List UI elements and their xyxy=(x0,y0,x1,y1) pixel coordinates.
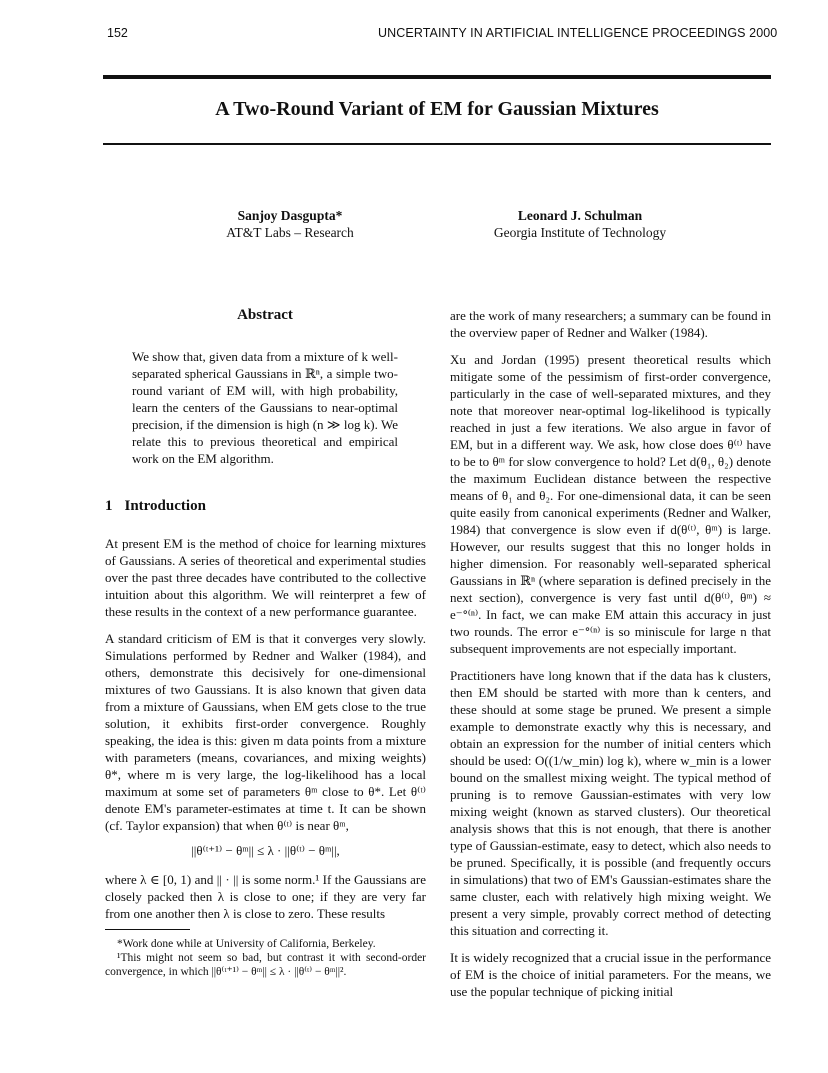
body-paragraph: At present EM is the method of choice for learning mixtures of Gaussians. A series of theoretical and experimental studies over the past three decades have contributed to the collective intuition about this algorithm. We will reinterpret a few of these results in the context of a new performance guarantee. xyxy=(105,536,426,619)
footnote: *Work done while at University of California, Berkeley. xyxy=(117,938,376,950)
right-column-body xyxy=(450,307,771,1010)
section-number: 1 xyxy=(105,498,113,514)
running-header: UNCERTAINTY IN ARTIFICIAL INTELLIGENCE PROCEEDINGS 2000 xyxy=(378,26,778,40)
page-number: 152 xyxy=(107,26,128,40)
author-block-1 xyxy=(190,207,390,241)
title-bottom-rule xyxy=(103,143,771,145)
body-paragraph: A standard criticism of EM is that it converges very slowly. Simulations performed by Redner and Walker (1984), and others, demonstrate this decisively for one-dimensional mixtures of two Gaussians. It is also known that given data from a mixture of Gaussians, when EM gets close to the true solution, it exhibits first-order convergence. Roughly speaking, the idea is this: given m data points from a mixture with parameters (means, covariances, and mixing weights) θ*, where m is very large, the log-likelihood has a local maximum at some set of parameters θᵐ close to θ*. Let θ⁽ᵗ⁾ denote EM's parameter-estimates at time t. It can be shown (cf. Taylor expansion) that when θ⁽ᵗ⁾ is near θᵐ, xyxy=(105,631,426,833)
footnote: ¹This might not seem so bad, but contrast it with second-order convergence, in which ||θ⁽ᵗ⁺¹⁾ − θᵐ|| ≤ λ · ||θ⁽ᵗ⁾ − θᵐ||². xyxy=(105,952,426,978)
title-top-rule xyxy=(103,75,771,79)
footnotes xyxy=(105,937,426,979)
abstract-paragraph: We show that, given data from a mixture of k well-separated spherical Gaussians in ℝⁿ, a simple two-round variant of EM will, with high probability, learn the centers of the Gaussians to near-optimal precision, if the dimension is high (n ≫ log k). We relate this to previous theoretical and empirical work on the EM algorithm. xyxy=(132,349,398,466)
author-name: Sanjoy Dasgupta* xyxy=(237,208,343,223)
body-paragraph: are the work of many researchers; a summary can be found in the overview paper of Redner and Walker (1984). xyxy=(450,308,771,340)
body-paragraph: Practitioners have long known that if the data has k clusters, then EM should be started with more than k centers, and these should at some stage be pruned. We present a simple example to demonstrate exactly why this is necessary, and obtain an expression for the number of initial centers which should be used: O((1/w_min) log k), where w_min is a lower bound on the smallest mixing weight. The typical method of pruning is to remove Gaussian-estimates with very low mixing weight (known as starved clusters). Our theoretical analysis shows that this is not enough, that there is another type of Gaussian-estimate, easy to detect, which also needs to be pruned. Specifically, it is possible (and frequently occurs in simulations) that two of EM's Gaussian-estimates share the same cluster, each with relatively high mixing weight. We present a very simple, provably correct method of detecting this situation and correcting it. xyxy=(450,668,771,938)
footnote-rule xyxy=(105,929,190,930)
author-affiliation: Georgia Institute of Technology xyxy=(493,225,667,240)
body-paragraph: where λ ∈ [0, 1) and || · || is some norm.¹ If the Gaussians are closely packed then λ is close to one; if they are very far from one another then λ is close to zero. These results xyxy=(105,872,426,921)
left-column-body xyxy=(105,535,426,932)
display-equation: ||θ⁽ᵗ⁺¹⁾ − θᵐ|| ≤ λ · ||θ⁽ᵗ⁾ − θᵐ||, xyxy=(191,843,340,858)
body-paragraph: It is widely recognized that a crucial issue in the performance of EM is the choice of initial parameters. For the means, we use the popular technique of picking initial xyxy=(450,950,771,999)
author-name: Leonard J. Schulman xyxy=(517,208,643,223)
abstract-heading: Abstract xyxy=(237,307,293,323)
abstract-text xyxy=(132,348,398,477)
section-title: Introduction xyxy=(124,498,206,514)
author-affiliation: AT&T Labs – Research xyxy=(226,225,354,240)
paper-title: A Two-Round Variant of EM for Gaussian Mixtures xyxy=(215,98,659,120)
section-heading xyxy=(105,498,206,515)
author-block-2 xyxy=(470,207,690,241)
body-paragraph: Xu and Jordan (1995) present theoretical results which mitigate some of the pessimism of first-order convergence, particularly in the case of well-separated mixtures, and they note that moreover near-optimal log-likelihood is typically reached in just a few iterations. We also argue in favor of EM, but in a different way. We ask, how close does θ⁽ᵗ⁾ have to be to θᵐ for slow convergence to hold? Let d(θ₁, θ₂) denote the maximum Euclidean distance between the respective means of θ₁ and θ₂. For one-dimensional data, it can be seen quite easily from canonical experiments (Redner and Walker, 1984) that convergence is slow even if d(θ⁽ᵗ⁾, θᵐ) is large. However, our results suggest that this no longer holds in higher dimension. For reasonably well-separated spherical Gaussians in ℝⁿ (where separation is defined precisely in the next section), convergence is very fast until d(θ⁽ᵗ⁾, θᵐ) ≈ e⁻ᐤ⁽ⁿ⁾. In fact, we can make EM attain this accuracy in just two rounds. The error e⁻ᐤ⁽ⁿ⁾ is so miniscule for large n that subsequent improvements are not especially important. xyxy=(450,352,771,656)
